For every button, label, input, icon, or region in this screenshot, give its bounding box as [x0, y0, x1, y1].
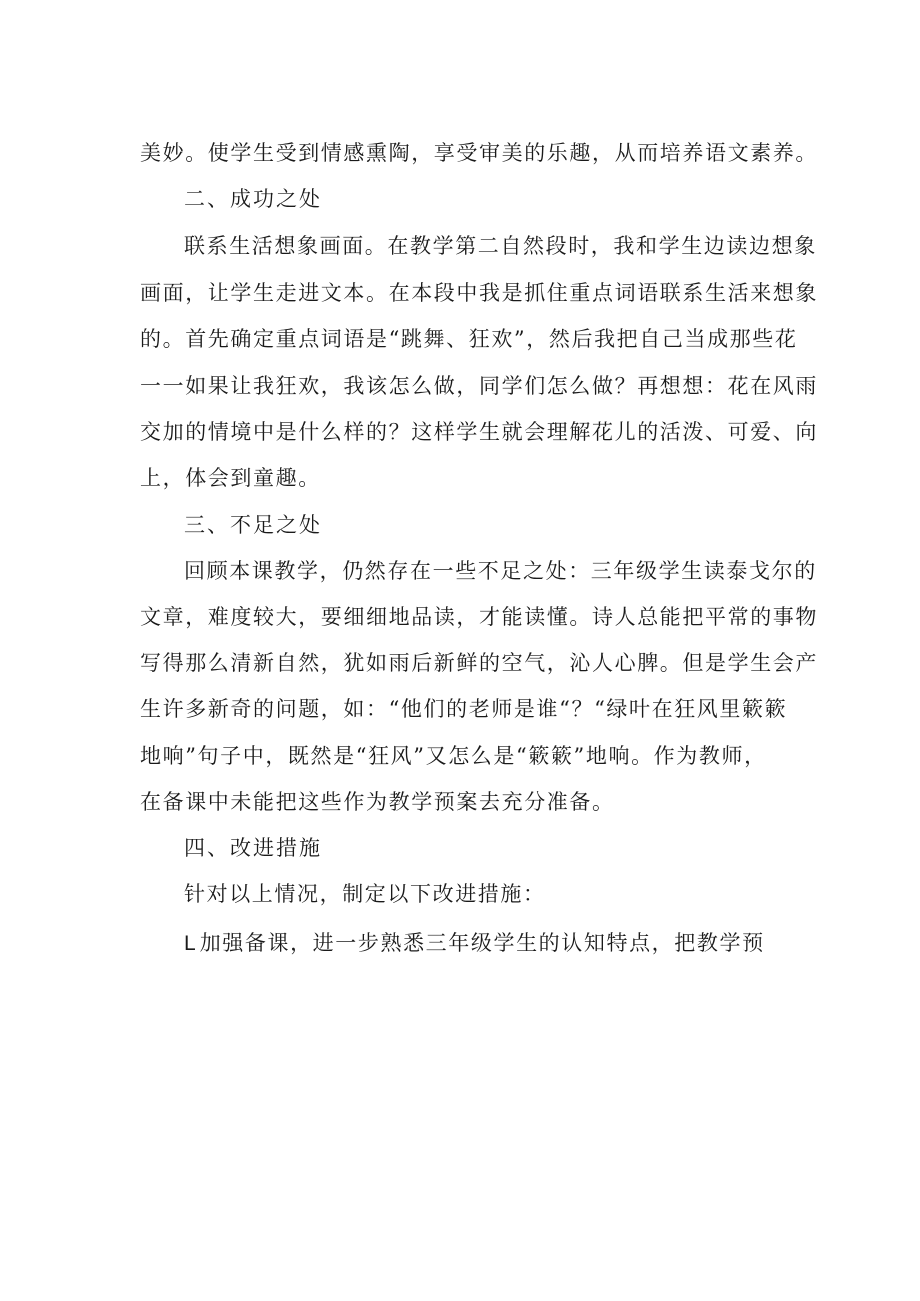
- paragraph-line: 联系生活想象画面。在教学第二自然段时，我和学生边读边想象: [184, 234, 817, 258]
- paragraph-line: 生许多新奇的问题，如：“他们的老师是谁“？“绿叶在狂风里簌簌: [140, 697, 788, 721]
- paragraph-line: 美妙。使学生受到情感熏陶，享受审美的乐趣，从而培养语文素养。: [140, 141, 818, 165]
- paragraph-line: 交加的情境中是什么样的？这样学生就会理解花儿的活泼、可爱、向: [140, 420, 818, 444]
- paragraph-line: 回顾本课教学，仍然存在一些不足之处：三年级学生读泰戈尔的: [184, 559, 817, 583]
- list-marker: L: [184, 932, 196, 955]
- list-item-text: 加强备课，进一步熟悉三年级学生的认知特点，把教学预: [199, 931, 765, 955]
- paragraph-line: 针对以上情况，制定以下改进措施：: [184, 882, 546, 906]
- section-heading-success: 二、成功之处: [184, 187, 322, 211]
- section-heading-shortcomings: 三、不足之处: [184, 513, 322, 537]
- paragraph-line: 写得那么清新自然，犹如雨后新鲜的空气，沁人心脾。但是学生会产: [140, 651, 818, 675]
- section-heading-improvements: 四、改进措施: [184, 836, 322, 860]
- paragraph-line: 的。首先确定重点词语是“跳舞、狂欢”，然后我把自己当成那些花: [140, 327, 798, 351]
- paragraph-line: 文章，难度较大，要细细地品读，才能读懂。诗人总能把平常的事物: [140, 605, 818, 629]
- paragraph-line: 上，体会到童趣。: [140, 466, 321, 490]
- paragraph-line: 一一如果让我狂欢，我该怎么做，同学们怎么做？再想想：花在风雨: [140, 374, 818, 398]
- paragraph-line-last: [184, 928, 765, 959]
- paragraph-line: 在备课中未能把这些作为教学预案去充分准备。: [140, 790, 615, 814]
- paragraph-line: 画面，让学生走进文本。在本段中我是抓住重点词语联系生活来想象: [140, 281, 818, 305]
- paragraph-line: 地响”句子中，既然是“狂风”又怎么是“簌簌”地响。作为教师，: [140, 744, 767, 768]
